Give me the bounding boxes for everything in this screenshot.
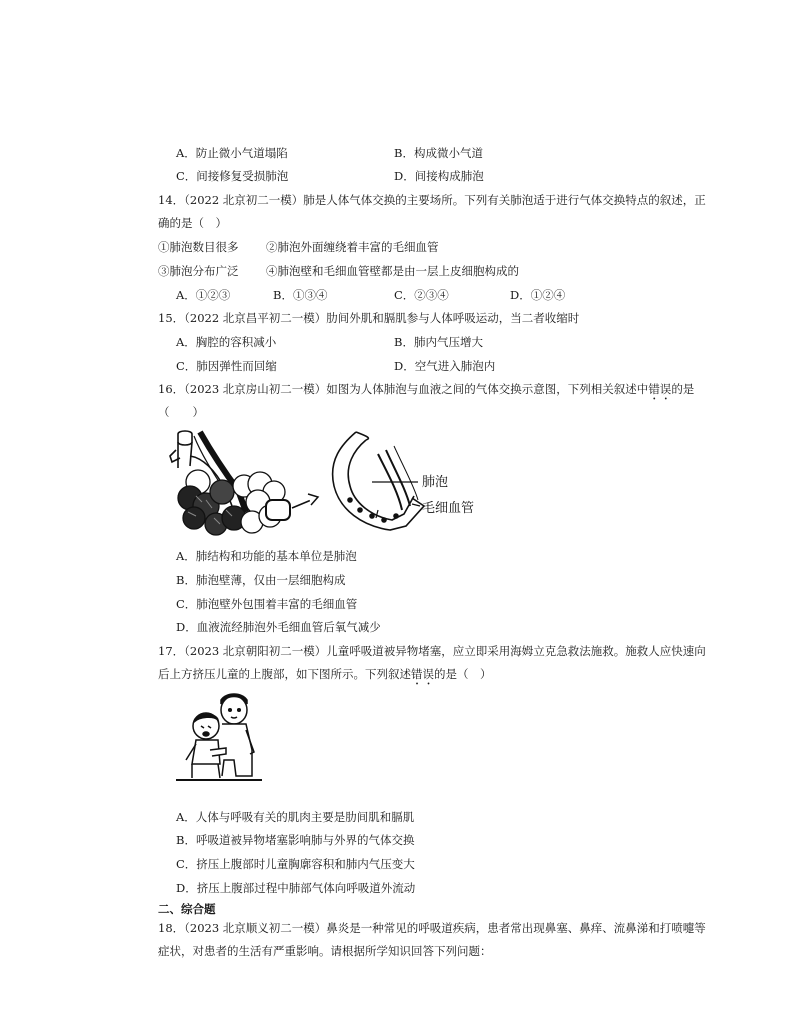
q16-option-a[interactable]: A．肺结构和功能的基本单位是肺泡 xyxy=(176,549,357,563)
q14-stem-line1: 14．（2022 北京初二一模）肺是人体气体交换的主要场所。下列有关肺泡适于进行气体交换特点的叙述，正 xyxy=(158,193,706,207)
q13-option-a[interactable]: A．防止微小气道塌陷 xyxy=(176,146,288,160)
q14-statement-2: ②肺泡外面缠绕着丰富的毛细血管 xyxy=(266,240,439,254)
section-heading-comprehensive: 二、综合题 xyxy=(158,902,216,916)
q14-statement-1: ①肺泡数目很多 xyxy=(158,240,239,254)
q17-option-b[interactable]: B．呼吸道被异物堵塞影响肺与外界的气体交换 xyxy=(176,833,415,847)
q16-option-c[interactable]: C．肺泡壁外包围着丰富的毛细血管 xyxy=(176,597,358,611)
q16-option-b[interactable]: B．肺泡壁薄，仅由一层细胞构成 xyxy=(176,573,346,587)
q14-option-b[interactable]: B．①③④ xyxy=(273,288,328,302)
q13-option-c[interactable]: C．间接修复受损肺泡 xyxy=(176,169,289,183)
heimlich-figure xyxy=(174,690,264,788)
q14-statement-3: ③肺泡分布广泛 xyxy=(158,264,239,278)
child-drawing xyxy=(186,713,226,778)
q16-stem-post: 的是 xyxy=(671,382,695,396)
q13-option-b[interactable]: B．构成微小气道 xyxy=(394,146,483,160)
q17-option-c[interactable]: C．挤压上腹部时儿童胸廓容积和肺内气压变大 xyxy=(176,857,415,871)
q14-option-d[interactable]: D．①②④ xyxy=(510,288,566,302)
alveolus-enlarged xyxy=(333,432,424,530)
q14-statement-4: ④肺泡壁和毛细血管壁都是由一层上皮细胞构成的 xyxy=(266,264,519,278)
lung-alveolus-figure xyxy=(166,426,506,538)
q16-option-d[interactable]: D．血液流经肺泡外毛细血管后氧气减少 xyxy=(176,620,381,634)
q14-stem-line2: 确的是（ ） xyxy=(158,216,227,230)
q15-stem: 15．（2022 北京昌平初二一模）肋间外肌和膈肌参与人体呼吸运动，当二者收缩时 xyxy=(158,311,580,325)
rescuer-drawing xyxy=(221,694,254,776)
q16-stem-pre: 16．（2023 北京房山初二一模）如图为人体肺泡与血液之间的气体交换示意图，下列相关叙述中 xyxy=(158,382,649,396)
q15-option-c[interactable]: C．肺因弹性而回缩 xyxy=(176,359,277,373)
q17-option-d[interactable]: D．挤压上腹部过程中肺部气体向呼吸道外流动 xyxy=(176,881,416,895)
q16-stem-line2: （ ） xyxy=(158,405,204,419)
label-capillary: 毛细血管 xyxy=(422,501,475,516)
q16-stem-line1 xyxy=(158,381,694,403)
q13-option-d[interactable]: D．间接构成肺泡 xyxy=(394,169,484,183)
q18-stem-line2: 症状，对患者的生活有严重影响。请根据所学知识回答下列问题： xyxy=(158,944,492,958)
q15-option-b[interactable]: B．肺内气压增大 xyxy=(394,335,483,349)
label-alveolus: 肺泡 xyxy=(422,475,449,490)
q15-option-a[interactable]: A．胸腔的容积减小 xyxy=(176,335,277,349)
q17-stem-line2 xyxy=(158,666,492,688)
q14-option-a[interactable]: A．①②③ xyxy=(176,288,231,302)
q17-stem-post: 的是（ ） xyxy=(434,667,492,681)
q18-stem-line1: 18．（2023 北京顺义初二一模）鼻炎是一种常见的呼吸道疾病，患者常出现鼻塞、鼻痒、流鼻涕和打喷嚏等 xyxy=(158,921,706,935)
q16-stem-emphasis: 错误 xyxy=(648,382,672,396)
q17-option-a[interactable]: A．人体与呼吸有关的肌肉主要是肋间肌和膈肌 xyxy=(176,810,415,824)
q17-stem-emphasis: 错误 xyxy=(411,667,434,681)
q17-stem-pre: 后上方挤压儿童的上腹部，如下图所示。下列叙述 xyxy=(158,667,411,681)
q17-stem-line1: 17．（2023 北京朝阳初二一模）儿童呼吸道被异物堵塞，应立即采用海姆立克急救法施救。施救人应快速向 xyxy=(158,644,706,658)
zoom-arrow xyxy=(292,494,318,508)
q14-option-c[interactable]: C．②③④ xyxy=(394,288,449,302)
q15-option-d[interactable]: D．空气进入肺泡内 xyxy=(394,359,496,373)
